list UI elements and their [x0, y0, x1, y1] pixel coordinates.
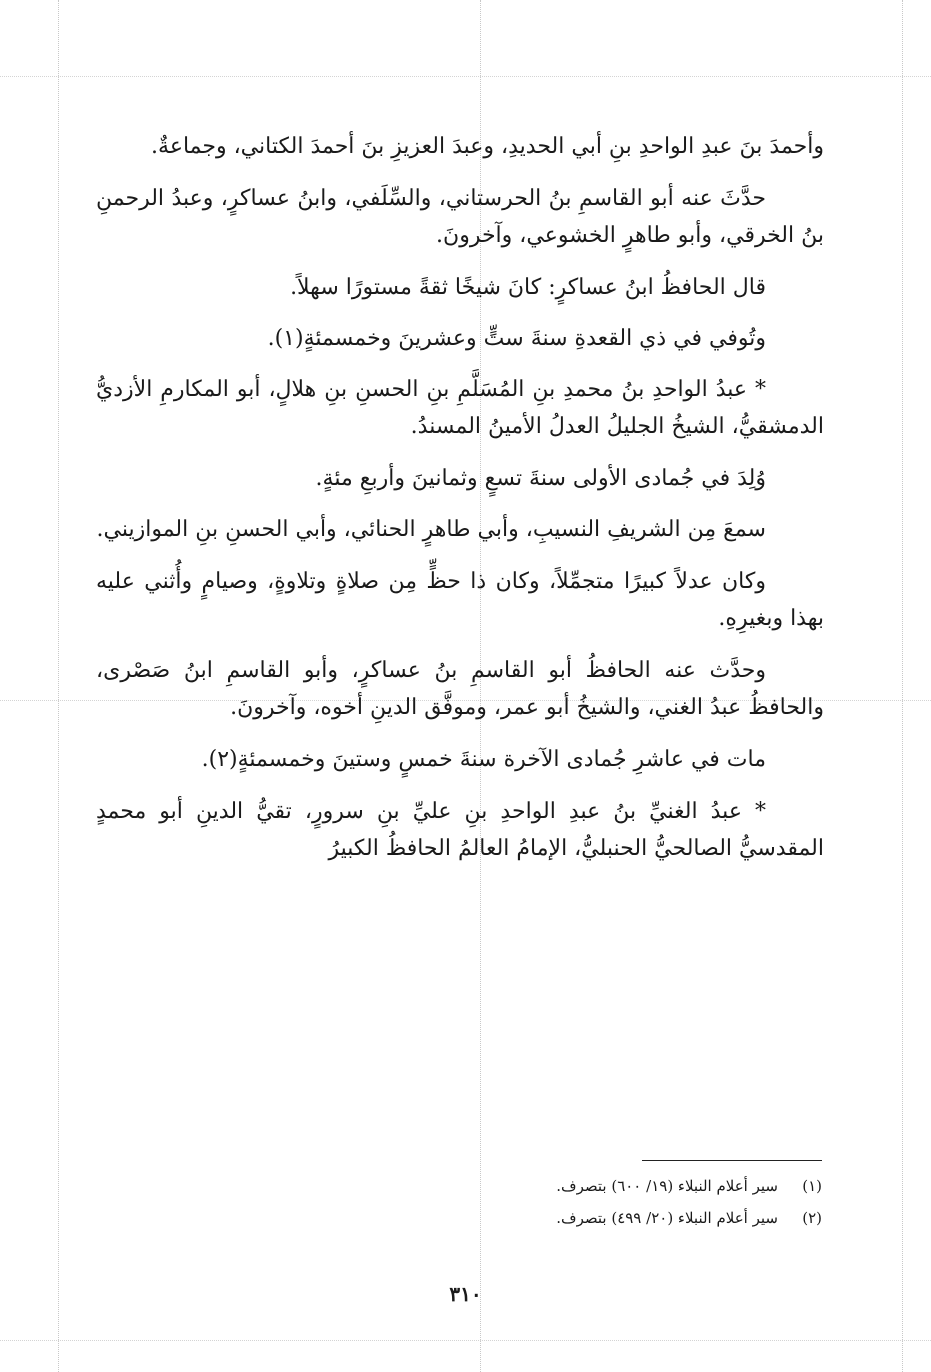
page-number: ٣١٠: [449, 1282, 482, 1306]
paragraph: مات في عاشرِ جُمادى الآخرة سنةَ خمسٍ وستينَ وخمسمئةٍ(٢).: [201, 747, 766, 772]
paragraph: وحدَّث عنه الحافظُ أبو القاسمِ بنُ عساكرٍ، وأبو القاسمِ ابنُ صَصْرى، والحافظُ عبدُ الغني، والشيخُ أبو عمر، وموفَّق الدينِ أخوه، وآخرونَ.: [96, 658, 824, 720]
footnote-divider: [642, 1160, 822, 1161]
paragraph: وتُوفي في ذي القعدةِ سنةَ ستٍّ وعشرينَ وخمسمئةٍ(١).: [267, 326, 766, 351]
footnote-number: (١): [802, 1177, 822, 1195]
guide-line: [902, 0, 903, 1372]
biography-entry: * عبدُ الغنيِّ بنُ عبدِ الواحدِ بنِ عليِّ بنِ سرورٍ، تقيُّ الدينِ أبو محمدٍ المقدسيُّ الصالحيُّ الحنبليُّ، الإمامُ العالمُ الحافظُ الكبيرُ: [96, 799, 824, 861]
paragraph: وُلِدَ في جُمادى الأولى سنةَ تسعٍ وثمانينَ وأربعِ مئةٍ.: [315, 466, 766, 491]
footnote: [420, 1202, 822, 1234]
paragraph: سمعَ مِن الشريفِ النسيبِ، وأبي طاهرٍ الحنائي، وأبي الحسنِ بنِ الموازيني.: [96, 517, 766, 542]
footnotes: [420, 1170, 822, 1234]
guide-line: [58, 0, 59, 1372]
paragraph: وكان عدلاً كبيرًا متجمِّلاً، وكان ذا حظٍّ مِن صلاةٍ وتلاوةٍ، وصيامٍ وأُثني عليه بهذا وبغيرِهِ.: [96, 569, 824, 631]
guide-line: [0, 1340, 931, 1341]
footnote-number: (٢): [802, 1209, 822, 1227]
guide-line: [0, 76, 931, 77]
paragraph: حدَّثَ عنه أبو القاسمِ بنُ الحرستاني، والسِّلَفي، وابنُ عساكرٍ، وعبدُ الرحمنِ بنُ الخرقي، وأبو طاهرٍ الخشوعي، وآخرونَ.: [96, 186, 824, 248]
biography-entry: * عبدُ الواحدِ بنُ محمدِ بنِ المُسَلَّمِ بنِ الحسنِ بنِ هلالٍ، أبو المكارمِ الأزديُّ الدمشقيُّ، الشيخُ الجليلُ العدلُ الأمينُ المسندُ.: [96, 377, 824, 439]
body-text: [96, 128, 824, 882]
footnote-text: سير أعلام النبلاء (١٩/ ٦٠٠) بتصرف.: [556, 1177, 778, 1195]
paragraph: قال الحافظُ ابنُ عساكرٍ: كانَ شيخًا ثقةً مستورًا سهلاً.: [290, 275, 766, 300]
footnote-text: سير أعلام النبلاء (٢٠/ ٤٩٩) بتصرف.: [556, 1209, 778, 1227]
footnote: [420, 1170, 822, 1202]
paragraph: وأحمدَ بنَ عبدِ الواحدِ بنِ أبي الحديدِ، وعبدَ العزيزِ بنَ أحمدَ الكتاني، وجماعةٌ.: [151, 134, 824, 159]
